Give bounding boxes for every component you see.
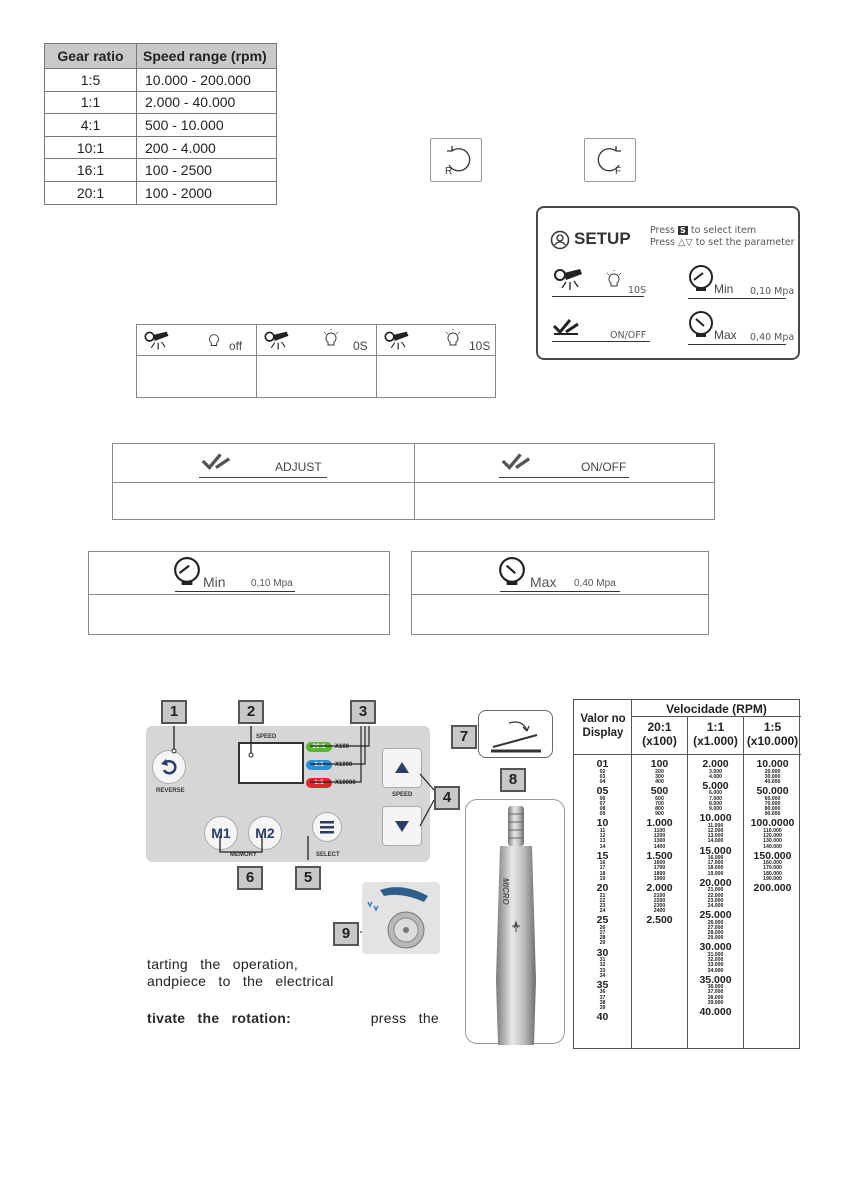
gear-ratio-cell: 10:1 — [45, 136, 137, 159]
up-down-keys-icon: △▽ — [678, 237, 693, 248]
rpm-cell: 12 — [599, 833, 606, 840]
rpm-cell: 130.000 — [763, 838, 782, 845]
rpm-cell: 20.000 — [699, 876, 732, 889]
rpm-cell: 8.000 — [709, 800, 722, 807]
rpm-cell: 1700 — [653, 865, 666, 872]
pedal-options-table — [112, 443, 715, 520]
rpm-cell: 28.000 — [707, 930, 724, 937]
pressure-gauge-icon — [498, 555, 526, 587]
forward-label: F — [615, 166, 622, 177]
callout-7-badge: 7 — [451, 725, 477, 749]
callout-2-badge: 2 — [238, 700, 264, 724]
rpm-cell: 2.000 — [646, 882, 673, 895]
rpm-cell: 190.000 — [763, 875, 782, 882]
rpm-cell: 50.000 — [756, 785, 789, 798]
gear-ratio-cell: 20:1 — [45, 181, 137, 204]
light-10s-label: 10S — [469, 339, 491, 353]
rpm-cell: 08 — [599, 806, 606, 813]
setup-min-label: Min — [714, 282, 734, 296]
rpm-cell: 29 — [599, 940, 606, 947]
hint-select-text: to select item — [690, 225, 757, 236]
rpm-cell: 26.000 — [707, 919, 724, 926]
handpiece-image — [466, 800, 566, 1045]
rpm-cell: 11.000 — [707, 822, 724, 829]
table-row — [45, 136, 277, 159]
rpm-display-header: Valor no Display — [580, 713, 626, 739]
rpm-cell: 35.000 — [699, 973, 732, 986]
water-knob-icon — [362, 882, 440, 954]
pedal-icon — [552, 316, 580, 336]
rpm-cell: 40 — [596, 1011, 609, 1024]
rpm-cell: 28 — [599, 935, 606, 942]
rpm-cell: 9.000 — [709, 806, 722, 813]
callout-9-badge: 9 — [333, 922, 359, 946]
rpm-cell: 21.000 — [707, 887, 724, 894]
bulb-icon — [321, 329, 341, 351]
rpm-cell: 24 — [599, 908, 606, 915]
hint-press-text: Press — [650, 237, 676, 248]
rpm-cell: 06 — [599, 795, 606, 802]
pressure-min-value: 0,10 Mpa — [251, 578, 293, 589]
speed-range-cell: 2.000 - 40.000 — [137, 91, 277, 114]
rpm-cell: 14.000 — [707, 838, 724, 845]
forward-direction-button[interactable] — [584, 138, 636, 182]
rpm-cell: 110.000 — [763, 827, 782, 834]
gear-ratio-header: Gear ratio — [45, 44, 137, 69]
speed-range-header: Speed range (rpm) — [137, 44, 277, 69]
rpm-cell: 500 — [650, 785, 669, 798]
rpm-cell: 140.000 — [763, 843, 782, 850]
activate-rotation-heading: tivate the rotation: — [147, 1010, 292, 1026]
water-knob-box — [362, 882, 440, 954]
rpm-col-1-5-header — [744, 720, 801, 748]
rpm-cell: 20 — [596, 882, 609, 895]
rpm-cell: 2400 — [653, 908, 666, 915]
gear-ratio-text: 1:1 — [314, 761, 324, 768]
rpm-cell: 22 — [599, 897, 606, 904]
setup-light-value: 10S — [628, 285, 647, 296]
rpm-cell: 100 — [650, 758, 669, 770]
rpm-cell: 19 — [599, 875, 606, 882]
rpm-cell: 100.0000 — [750, 817, 795, 830]
setup-pedal-value: ON/OFF — [610, 330, 647, 341]
rpm-cell: 40.000 — [699, 1006, 732, 1019]
rpm-cell: 18.000 — [707, 865, 724, 872]
rpm-cell: 30 — [596, 946, 609, 959]
setup-max-label: Max — [714, 328, 737, 342]
rpm-cell: 120.000 — [763, 833, 782, 840]
rpm-cell: 39.000 — [707, 999, 724, 1006]
callout-4-badge: 4 — [434, 786, 460, 810]
gear-ratio-cell: 1:1 — [45, 91, 137, 114]
handpiece-brand: MICRO — [501, 878, 510, 905]
hint-set-text: to set the parameter — [695, 237, 795, 248]
rpm-cell: 10.000 — [699, 812, 732, 825]
rpm-cell: 09 — [599, 811, 606, 818]
pressure-min-option — [88, 551, 390, 635]
foot-pedal-box — [478, 710, 553, 758]
table-row — [45, 69, 277, 92]
gear-mult-x1000: X1000 — [335, 762, 353, 768]
rpm-ratio-text: 20:1 — [647, 720, 672, 734]
rpm-cell: 32.000 — [707, 957, 724, 964]
rpm-cell: 30.000 — [699, 941, 732, 954]
rpm-cell: 1900 — [653, 875, 666, 882]
rpm-1-5-column — [744, 758, 801, 894]
rpm-cell: 37.000 — [707, 989, 724, 996]
callout-8-badge: 8 — [500, 768, 526, 792]
rpm-cell: 2.000 — [702, 758, 729, 770]
rpm-cell: 1400 — [653, 843, 666, 850]
pedal-icon — [499, 450, 533, 472]
rpm-cell: 02 — [599, 768, 606, 775]
rpm-1-1-column — [688, 758, 743, 1018]
settings-icon — [550, 230, 570, 250]
rpm-cell: 23 — [599, 902, 606, 909]
rpm-cell: 600 — [655, 795, 664, 802]
body-text-line-3 — [147, 1010, 439, 1026]
rpm-cell: 1800 — [653, 870, 666, 877]
rpm-mult-text: (x10.000) — [746, 734, 799, 748]
pedal-adjust-label: ADJUST — [275, 460, 322, 474]
rpm-display-column — [574, 758, 631, 1023]
rpm-cell: 27.000 — [707, 924, 724, 931]
rpm-cell: 36 — [599, 989, 606, 996]
light-options-table — [136, 324, 496, 398]
rpm-cell: 14 — [599, 843, 606, 850]
table-row — [45, 159, 277, 182]
rpm-cell: 30.000 — [764, 773, 781, 780]
rpm-cell: 23.000 — [707, 897, 724, 904]
rpm-cell: 1.000 — [646, 817, 673, 830]
rpm-cell: 150.000 — [753, 849, 792, 862]
setup-hint-set — [650, 237, 795, 248]
bulb-icon — [205, 331, 223, 351]
rpm-cell: 3.000 — [709, 768, 722, 775]
rpm-cell: 25 — [596, 914, 609, 927]
pedal-onoff-label: ON/OFF — [581, 460, 627, 474]
setup-max-value: 0,40 Mpa — [750, 332, 795, 343]
rpm-cell: 70.000 — [764, 800, 781, 807]
rpm-cell: 15.000 — [699, 844, 732, 857]
gear-mult-x10000: X10000 — [335, 780, 356, 786]
rpm-cell: 38.000 — [707, 994, 724, 1001]
rpm-cell: 31.000 — [707, 951, 724, 958]
pressure-max-value: 0,40 Mpa — [574, 578, 616, 589]
rpm-cell: 22.000 — [707, 892, 724, 899]
rpm-cell: 32 — [599, 962, 606, 969]
rpm-cell: 37 — [599, 994, 606, 1001]
rpm-cell: 01 — [596, 758, 609, 770]
rpm-cell: 13 — [599, 838, 606, 845]
rpm-cell: 29.000 — [707, 935, 724, 942]
rpm-cell: 07 — [599, 800, 606, 807]
rpm-cell: 180.000 — [763, 870, 782, 877]
memory-1-button[interactable]: M1 — [204, 816, 238, 850]
gear-mult-x100: X100 — [335, 744, 350, 750]
bulb-icon — [443, 329, 463, 351]
light-option-10s — [377, 325, 497, 397]
rpm-col-1-1-header — [688, 720, 743, 748]
gear-ratio-text: 1:5 — [314, 779, 324, 786]
pressure-gauge-icon — [688, 310, 714, 338]
rpm-cell: 34.000 — [707, 967, 724, 974]
foot-pedal-icon — [479, 711, 554, 759]
handpiece-box — [465, 799, 565, 1044]
rpm-cell: 7.000 — [709, 795, 722, 802]
select-key-icon: S — [680, 226, 686, 235]
gear-ratio-table — [44, 43, 277, 205]
rpm-cell: 39 — [599, 1005, 606, 1012]
rpm-cell: 800 — [655, 806, 664, 813]
gear-ratio-text: 20:1 — [312, 743, 326, 750]
rpm-cell: 1600 — [653, 860, 666, 867]
setup-hint-select — [650, 225, 756, 236]
light-option-off — [137, 325, 257, 397]
light-off-label: off — [229, 339, 243, 353]
rpm-cell: 160.000 — [763, 860, 782, 867]
rpm-cell: 17 — [599, 865, 606, 872]
rpm-cell: 17.000 — [707, 860, 724, 867]
callout-1-badge: 1 — [161, 700, 187, 724]
rpm-cell: 10 — [596, 817, 609, 830]
table-row — [45, 181, 277, 204]
rpm-cell: 300 — [655, 773, 664, 780]
press-the-text: press the — [370, 1010, 439, 1026]
rpm-cell: 40.000 — [764, 778, 781, 785]
rpm-mult-text: (x1.000) — [693, 734, 738, 748]
gear-ratio-cell: 16:1 — [45, 159, 137, 182]
reverse-label: R — [445, 166, 453, 177]
rpm-cell: 38 — [599, 999, 606, 1006]
rpm-ratio-text: 1:5 — [763, 720, 782, 734]
rpm-cell: 33.000 — [707, 962, 724, 969]
rpm-cell: 03 — [599, 773, 606, 780]
speed-range-cell: 100 - 2000 — [137, 181, 277, 204]
memory-caption: MEMORY — [230, 852, 257, 858]
rpm-cell: 16.000 — [707, 855, 724, 862]
gear-ratio-cell: 1:5 — [45, 69, 137, 92]
rpm-cell: 2100 — [653, 892, 666, 899]
speed-button-caption: SPEED — [392, 792, 413, 798]
rpm-cell: 31 — [599, 957, 606, 964]
rpm-cell: 80.000 — [764, 806, 781, 813]
pressure-min-label: Min — [203, 574, 226, 590]
rpm-table — [573, 699, 800, 1049]
setup-min-value: 0,10 Mpa — [750, 286, 795, 297]
rpm-cell: 27 — [599, 930, 606, 937]
pressure-max-option — [411, 551, 709, 635]
rpm-cell: 26 — [599, 924, 606, 931]
rpm-cell: 33 — [599, 967, 606, 974]
rpm-cell: 36.000 — [707, 984, 724, 991]
rpm-cell: 18 — [599, 870, 606, 877]
rpm-cell: 20.000 — [764, 768, 781, 775]
callout-5-badge: 5 — [295, 866, 321, 890]
rpm-cell: 34 — [599, 972, 606, 979]
gear-table-header — [45, 44, 277, 69]
pressure-gauge-icon — [688, 264, 714, 292]
body-text-line-2: andpiece to the electrical — [147, 973, 334, 989]
rpm-title: Velocidade (RPM) — [666, 702, 767, 716]
rpm-cell: 12.000 — [707, 827, 724, 834]
select-caption: SELECT — [316, 852, 340, 858]
table-row — [45, 91, 277, 114]
setup-panel — [536, 206, 800, 360]
rpm-cell: 90.000 — [764, 811, 781, 818]
rpm-cell: 2200 — [653, 897, 666, 904]
rpm-cell: 2.500 — [646, 914, 673, 927]
handpiece-light-icon — [383, 329, 415, 353]
rpm-cell: 1300 — [653, 838, 666, 845]
rpm-cell: 10.000 — [756, 758, 789, 770]
rpm-cell: 1200 — [653, 833, 666, 840]
rpm-cell: 200 — [655, 768, 664, 775]
pressure-gauge-icon — [173, 555, 201, 587]
rpm-cell: 2300 — [653, 902, 666, 909]
rpm-ratio-text: 1:1 — [706, 720, 725, 734]
memory-2-button[interactable]: M2 — [248, 816, 282, 850]
reverse-caption: REVERSE — [156, 788, 185, 794]
speed-range-cell: 100 - 2500 — [137, 159, 277, 182]
body-text-line-1: tarting the operation, — [147, 956, 299, 972]
rpm-cell: 5.000 — [702, 779, 729, 792]
speed-caption: SPEED — [256, 734, 277, 740]
rpm-mult-text: (x100) — [642, 734, 677, 748]
bulb-icon — [604, 270, 624, 292]
rpm-cell: 1100 — [653, 827, 666, 834]
rpm-cell: 21 — [599, 892, 606, 899]
callout-3-badge: 3 — [350, 700, 376, 724]
table-row — [45, 114, 277, 137]
speed-range-cell: 500 - 10.000 — [137, 114, 277, 137]
rpm-cell: 15 — [596, 849, 609, 862]
speed-range-cell: 200 - 4.000 — [137, 136, 277, 159]
speed-range-cell: 10.000 - 200.000 — [137, 69, 277, 92]
rpm-cell: 25.000 — [699, 909, 732, 922]
handpiece-light-icon — [554, 266, 588, 294]
callout-6-badge: 6 — [237, 866, 263, 890]
rpm-col-20-1-header — [632, 720, 687, 748]
reverse-direction-button[interactable] — [430, 138, 482, 182]
handpiece-light-icon — [263, 329, 295, 353]
rpm-cell: 170.000 — [763, 865, 782, 872]
rpm-cell: 6.000 — [709, 790, 722, 797]
rpm-cell: 24.000 — [707, 902, 724, 909]
pressure-max-label: Max — [530, 574, 557, 590]
rpm-cell: 700 — [655, 800, 664, 807]
rpm-cell: 04 — [599, 778, 606, 785]
rpm-cell: 11 — [599, 827, 606, 834]
handpiece-light-icon — [143, 329, 175, 353]
light-0s-label: 0S — [353, 339, 368, 353]
pedal-icon — [199, 450, 233, 472]
rpm-cell: 19.000 — [707, 870, 724, 877]
light-option-0s — [257, 325, 377, 397]
rpm-cell: 400 — [655, 778, 664, 785]
rpm-cell: 13.000 — [707, 833, 724, 840]
rpm-cell: 4.000 — [709, 773, 722, 780]
setup-title: SETUP — [574, 229, 631, 248]
rpm-cell: 35 — [596, 978, 609, 991]
rpm-cell: 05 — [596, 785, 609, 798]
rpm-cell: 1.500 — [646, 849, 673, 862]
rpm-cell: 200.000 — [753, 882, 792, 895]
gear-ratio-cell: 4:1 — [45, 114, 137, 137]
hint-press-text: Press — [650, 225, 676, 236]
rpm-20-1-column — [632, 758, 687, 926]
rpm-cell: 60.000 — [764, 795, 781, 802]
rpm-cell: 900 — [655, 811, 664, 818]
rpm-cell: 16 — [599, 860, 606, 867]
